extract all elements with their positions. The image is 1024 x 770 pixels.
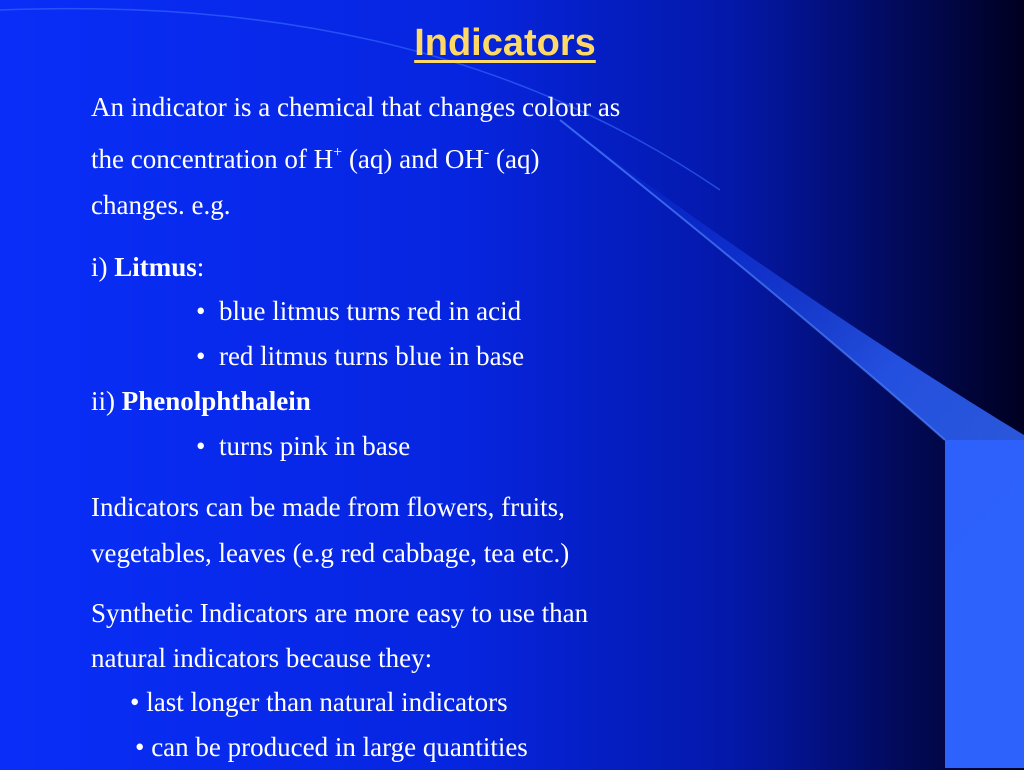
bullet-icon: • xyxy=(196,296,206,326)
intro-line-1: An indicator is a chemical that changes colour as xyxy=(91,92,621,122)
swoosh-highlight-line xyxy=(560,120,945,440)
bullet-icon: • xyxy=(196,341,206,371)
right-dark-band xyxy=(945,440,1024,768)
litmus-bullet-2: • red litmus turns blue in base xyxy=(196,341,525,371)
phenolphthalein-heading: ii) Phenolphthalein xyxy=(91,386,311,416)
synthetic-bullet-2: • can be produced in large quantities xyxy=(135,732,528,762)
slide-title: Indicators xyxy=(414,22,596,64)
synthetic-line-2: natural indicators because they: xyxy=(91,643,433,673)
natural-line-2: vegetables, leaves (e.g red cabbage, tea etc.) xyxy=(91,538,570,568)
synthetic-bullet-1: • last longer than natural indicators xyxy=(130,687,508,717)
intro-line-3: changes. e.g. xyxy=(91,190,231,220)
litmus-bullet-1: • blue litmus turns red in acid xyxy=(196,296,522,326)
synthetic-line-1: Synthetic Indicators are more easy to use than xyxy=(91,598,589,628)
phenolphthalein-bullet-1: • turns pink in base xyxy=(196,431,411,461)
bullet-icon: • xyxy=(196,431,206,461)
intro-line-2: the concentration of H+ (aq) and OH- (aq) xyxy=(91,144,540,174)
litmus-heading: i) Litmus: xyxy=(91,252,205,282)
natural-line-1: Indicators can be made from flowers, fruits, xyxy=(91,492,565,522)
